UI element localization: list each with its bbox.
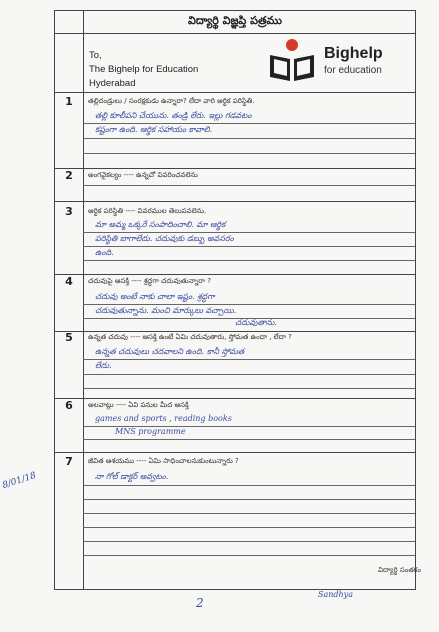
ruled-line bbox=[83, 153, 415, 154]
section-divider bbox=[55, 452, 415, 453]
bottom-handwritten-mark: 2 bbox=[196, 596, 204, 610]
section-7-answer-line-1: నా గోల్ డాక్టర్ అవ్వటం. bbox=[95, 472, 169, 481]
ruled-line bbox=[83, 439, 415, 440]
application-form bbox=[54, 10, 416, 590]
ruled-line bbox=[83, 359, 415, 360]
section-divider bbox=[55, 398, 415, 399]
ruled-line bbox=[83, 485, 415, 486]
ruled-line bbox=[83, 499, 415, 500]
ruled-line bbox=[83, 555, 415, 556]
section-5-answer-line-1: ఉన్నత చదువులు చదవాలని ఉంది. కానీ స్తోమత bbox=[95, 347, 245, 356]
address-org: The Bighelp for Education bbox=[89, 64, 199, 75]
ruled-line bbox=[83, 513, 415, 514]
section-2-number: 2 bbox=[65, 169, 73, 182]
ruled-line bbox=[83, 138, 415, 139]
section-divider bbox=[55, 331, 415, 332]
ruled-line bbox=[83, 185, 415, 186]
section-divider bbox=[55, 168, 415, 169]
section-1-answer-line-1: తల్లి కూలీపని చేయును. తండ్రి లేరు. ఇల్లు గడవటం bbox=[95, 111, 252, 120]
section-6-number: 6 bbox=[65, 399, 73, 412]
address-to: To, bbox=[89, 50, 102, 61]
ruled-line bbox=[83, 527, 415, 528]
section-4-answer-line-3: చదువుతాను. bbox=[235, 318, 277, 327]
book-reader-icon bbox=[266, 37, 318, 85]
section-5-number: 5 bbox=[65, 331, 73, 344]
signature-text: Sandhya bbox=[318, 590, 353, 599]
section-1-number: 1 bbox=[65, 95, 73, 108]
ruled-line bbox=[83, 374, 415, 375]
header-divider bbox=[55, 92, 415, 93]
section-7-number: 7 bbox=[65, 455, 73, 468]
section-1-question: తల్లిదండ్రులు / సంరక్షకుడు ఉన్నారా? లేదా వారి ఆర్థిక పరిస్థితి. bbox=[88, 97, 255, 105]
logo-name: Bighelp bbox=[324, 45, 383, 62]
section-3-answer-line-2: పరిస్థితి బాగాలేదు. చదువుకు డబ్బు అవసరం bbox=[95, 234, 234, 243]
section-4-answer-line-1: చదువు అంటే నాకు చాలా ఇష్టం. శ్రద్ధగా bbox=[95, 292, 215, 301]
section-7-question: జీవిత ఆశయము ---- ఏమి సాధించాలనుకుంటున్నారు ? bbox=[88, 457, 239, 465]
margin-date-note: 8/01/18 bbox=[1, 470, 38, 492]
ruled-line bbox=[83, 388, 415, 389]
section-4-answer-line-2: చదువుతున్నాను. మంచి మార్కులు వచ్చాయి. bbox=[95, 306, 237, 315]
section-6-answer-line-1: games and sports , reading books bbox=[95, 414, 232, 423]
section-1-answer-line-2: కష్టంగా ఉంది. ఆర్థిక సహాయం కావాలి. bbox=[95, 125, 213, 134]
ruled-line bbox=[83, 246, 415, 247]
section-5-question: ఉన్నత చదువు ---- ఆసక్తి ఉంటే ఏమి చదువుతారు, స్తోమత ఉందా , లేదా ? bbox=[88, 333, 292, 341]
section-3-answer-line-1: మా అమ్మ ఒక్కరే సంపాదించాలి. మా ఆర్థిక bbox=[95, 220, 226, 229]
ruled-line bbox=[83, 541, 415, 542]
section-3-number: 3 bbox=[65, 205, 73, 218]
section-4-number: 4 bbox=[65, 275, 73, 288]
section-2-question: అంగవైకల్యం ---- ఉన్నచో వివరించవలెను bbox=[88, 171, 198, 179]
section-6-question: అలవాట్లు ---- ఏవి పనుల మీద ఆసక్తి bbox=[88, 401, 189, 409]
form-title: విద్యార్థి విజ్ఞప్తి పత్రము bbox=[188, 14, 282, 27]
title-divider bbox=[55, 33, 415, 34]
address-block bbox=[89, 49, 198, 91]
section-3-answer-line-3: ఉంది. bbox=[95, 248, 114, 257]
section-6-answer-line-2: MNS programme bbox=[115, 427, 186, 436]
section-5-answer-line-2: లేదు. bbox=[95, 361, 112, 370]
signature-label: విద్యార్థి సంతకం bbox=[378, 566, 421, 574]
section-divider bbox=[55, 274, 415, 275]
ruled-line bbox=[83, 123, 415, 124]
bighelp-logo bbox=[266, 37, 416, 87]
logo-tagline: for education bbox=[324, 65, 382, 76]
student-signature bbox=[318, 590, 353, 600]
ruled-line bbox=[83, 318, 415, 319]
section-3-question: ఆర్థిక పరిస్థితి ---- వివరముల తెలుపవలెను. bbox=[88, 207, 207, 215]
ruled-line bbox=[83, 260, 415, 261]
ruled-line bbox=[83, 426, 415, 427]
ruled-line bbox=[83, 304, 415, 305]
address-city: Hyderabad bbox=[89, 78, 136, 89]
ruled-line bbox=[83, 232, 415, 233]
section-4-question: చదువుపై ఆసక్తి ---- శ్రద్ధగా చదువుతున్నారా ? bbox=[88, 277, 211, 285]
section-divider bbox=[55, 201, 415, 202]
